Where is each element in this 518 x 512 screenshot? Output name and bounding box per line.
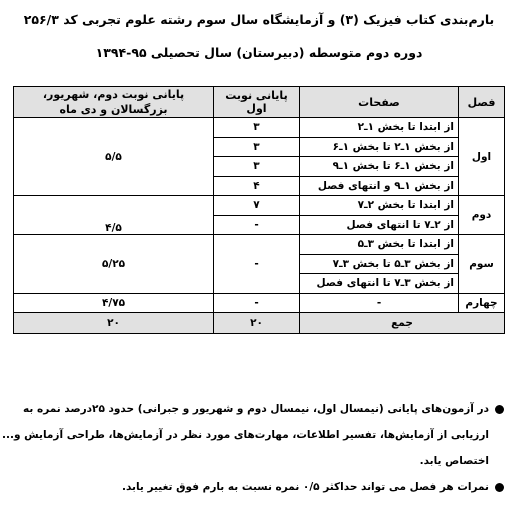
final1-cell: ۴ <box>214 176 300 196</box>
final2-cell: ۴/۷۵ <box>14 293 214 313</box>
season-name: اول <box>459 118 505 196</box>
table-row <box>14 293 505 313</box>
final1-cell: ۷ <box>214 196 300 216</box>
note-item <box>10 474 504 500</box>
table-row <box>14 196 505 216</box>
pages-cell: از بخش ۱ـ۹ و انتهای فصل <box>300 176 459 196</box>
header-pages: صفحات <box>300 87 459 118</box>
bullet-icon <box>495 483 504 492</box>
header-final1: پایانی نوبت اول <box>214 87 300 118</box>
pages-cell: از بخش ۳ـ۷ تا انتهای فصل <box>300 274 459 294</box>
pages-cell: از بخش ۱ـ۶ تا بخش ۱ـ۹ <box>300 157 459 177</box>
season-name: سوم <box>459 235 505 294</box>
season-name: دوم <box>459 196 505 235</box>
page-subtitle: دوره دوم متوسطه (دبیرستان) سال تحصیلی ۹۵-۱۳۹۴ <box>95 45 423 60</box>
table-row <box>14 235 505 255</box>
table-row <box>14 118 505 138</box>
header-final2-line1: پایانی نوبت دوم، شهریور، <box>42 88 185 101</box>
bullet-icon <box>495 405 504 414</box>
note-continuation: اختصاص یابد. <box>419 455 489 467</box>
sum-final2: ۲۰ <box>14 313 214 334</box>
sum-row <box>14 313 505 334</box>
note-text: نمرات هر فصل می تواند حداکثر ۰/۵ نمره نسبت به بارم فوق تغییر یابد. <box>121 481 489 493</box>
final2-cell: ۵/۲۵ <box>14 235 214 294</box>
pages-cell: از بخش ۳ـ۵ تا بخش ۳ـ۷ <box>300 254 459 274</box>
notes-block <box>2 396 504 500</box>
page-title: بارم‌بندی کتاب فیزیک (۳) و آزمایشگاه سال سوم رشته علوم تجربی کد ۲۵۶/۳ <box>23 12 495 27</box>
header-final2-line2: بزرگسالان و دی ماه <box>59 103 168 116</box>
final1-cell: ۳ <box>214 137 300 157</box>
season-name: چهارم <box>459 293 505 313</box>
final1-cell: ۳ <box>214 157 300 177</box>
final2-cell: ۵/۵ <box>14 118 214 196</box>
pages-cell: از ابتدا تا بخش ۲ـ۷ <box>300 196 459 216</box>
final1-cell: ۳ <box>214 118 300 138</box>
final1-cell: - <box>214 235 300 294</box>
pages-cell: از ۲ـ۷ تا انتهای فصل <box>300 215 459 235</box>
final1-cell: - <box>214 293 300 313</box>
pages-cell: از ابتدا تا بخش ۱ـ۲ <box>300 118 459 138</box>
sum-final1: ۲۰ <box>214 313 300 334</box>
final1-cell: - <box>214 215 300 235</box>
pages-cell: از ابتدا تا بخش ۳ـ۵ <box>300 235 459 255</box>
note-text: در آزمون‌های پایانی (نیمسال اول، نیمسال دوم و شهریور و جبرانی) حدود ۲۵درصد نمره به <box>23 403 489 415</box>
note-item <box>10 396 504 422</box>
pages-cell: - <box>300 293 459 313</box>
grading-table <box>13 86 505 334</box>
header-final2 <box>14 87 214 118</box>
pages-cell: از بخش ۱ـ۲ تا بخش ۱ـ۶ <box>300 137 459 157</box>
note-continuation: ارزیابی از آزمایش‌ها، تفسیر اطلاعات، مهارت‌های مورد نظر در آزمایش‌ها، طراحی آزمایش و... <box>2 429 489 441</box>
sum-label: جمع <box>300 313 505 334</box>
header-season: فصل <box>459 87 505 118</box>
final2-cell: ۴/۵ <box>14 196 214 235</box>
